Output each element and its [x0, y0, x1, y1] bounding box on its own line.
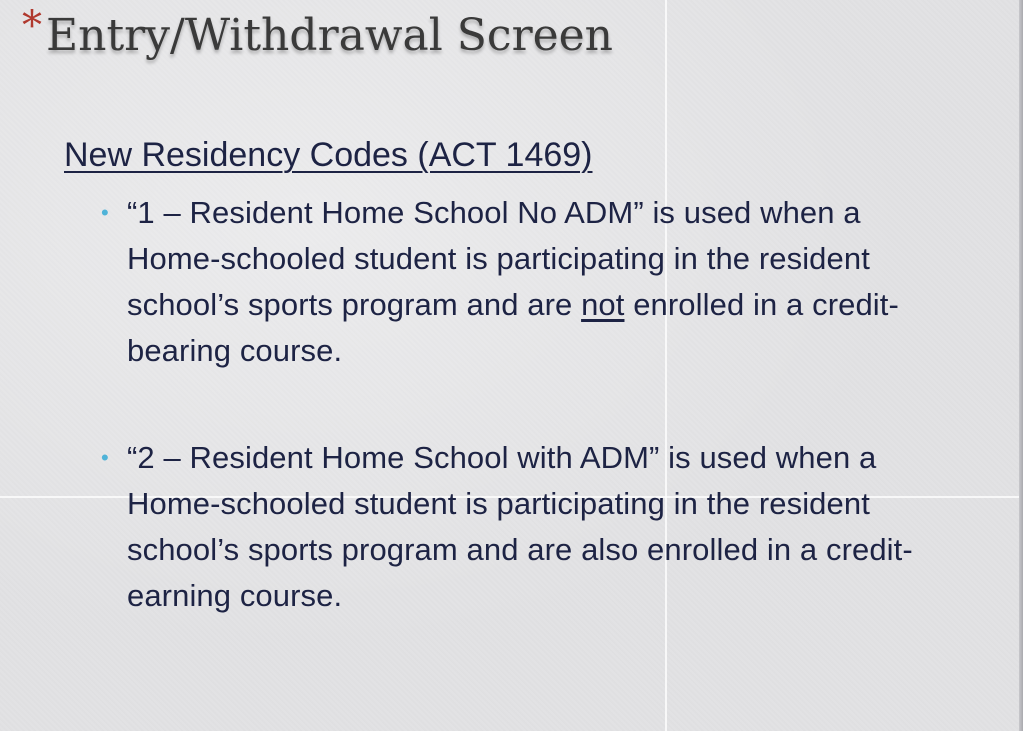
bullet-text: “2 – Resident Home School with ADM” is used when a Home-schooled student is participating in the resident school’s sports program and are also enrolled in a credit-earning course.	[127, 440, 913, 613]
slide-edge	[1019, 0, 1023, 731]
bullet-dot-icon: •	[101, 445, 109, 470]
title-text: Entry/Withdrawal Screen	[46, 10, 614, 61]
bullet-text-part: enrolled in a credit-bearing course.	[127, 287, 899, 368]
bullet-item-2	[101, 435, 921, 619]
bullet-text	[127, 190, 921, 374]
bullet-item-1	[101, 190, 921, 374]
bullet-dot-icon: •	[101, 200, 109, 225]
title-asterisk-icon: *	[22, 3, 42, 49]
bullet-text-part: “1 – Resident Home School No ADM” is used when a Home-schooled student is participating in the resident school’s sports program and are	[127, 195, 870, 322]
section-subheading: New Residency Codes (ACT 1469)	[64, 136, 593, 174]
slide-title	[22, 4, 613, 74]
bullet-emphasis: not	[581, 287, 625, 322]
